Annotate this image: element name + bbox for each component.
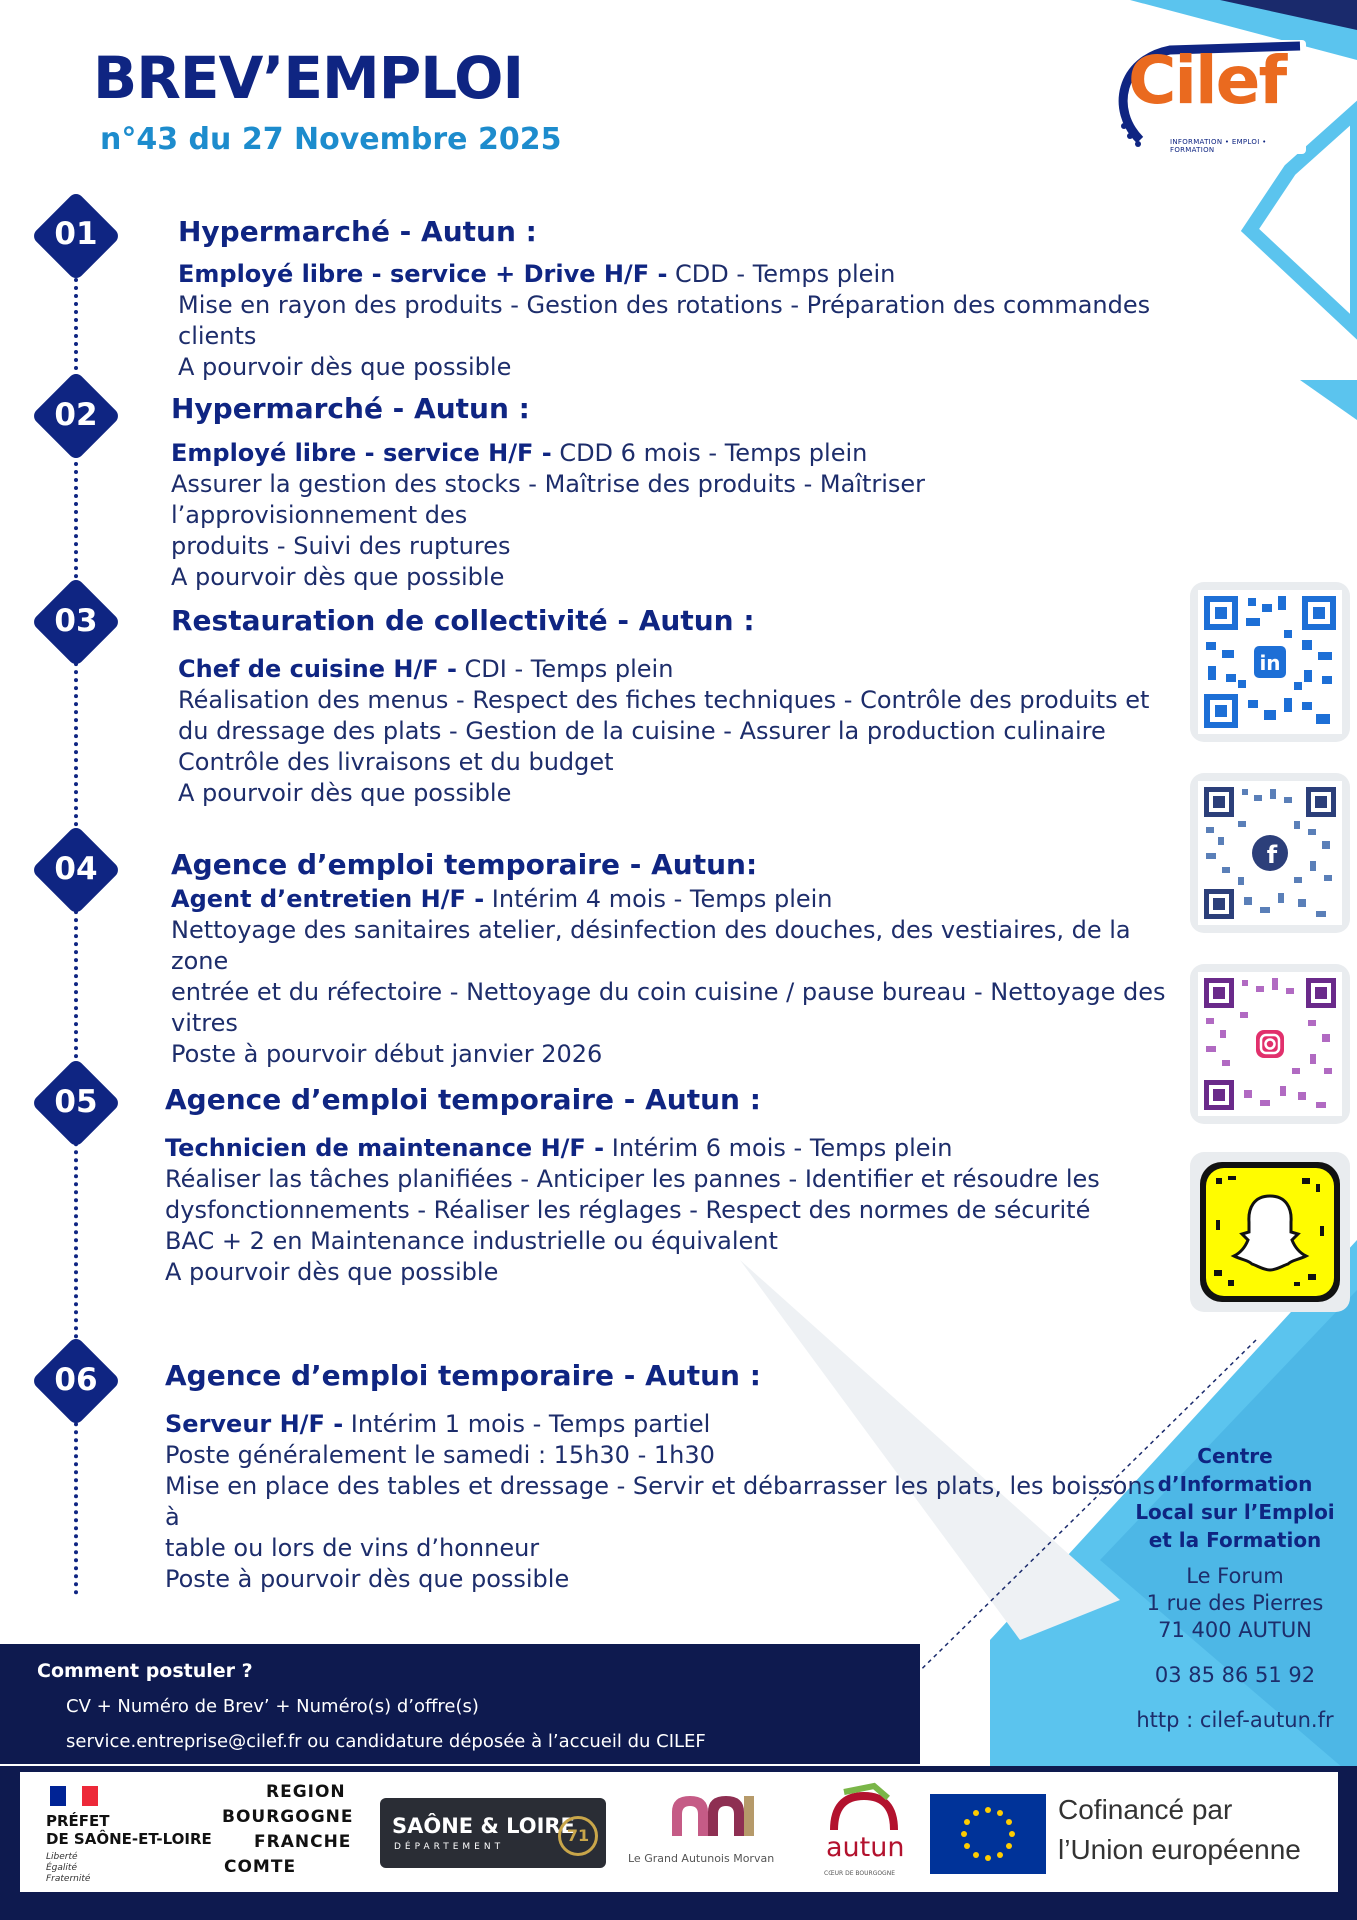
logo-wordmark: Cilef	[1128, 42, 1286, 119]
snapchat-qr-code[interactable]	[1190, 1152, 1350, 1312]
linkedin-qr-code[interactable]	[1190, 582, 1350, 742]
saone-71-icon: 71	[558, 1816, 598, 1856]
offer-06	[165, 1359, 1165, 1595]
saone-sub-text: DÉPARTEMENT	[394, 1842, 505, 1852]
offer-role: Serveur H/F -	[165, 1410, 344, 1438]
offer-heading: Agence d’emploi temporaire - Autun :	[165, 1359, 761, 1392]
offer-detail: Mise en place des tables et dressage - Servir et débarrasser les plats, les boissons à	[165, 1472, 1156, 1531]
contact-title-line: et la Formation	[1148, 1528, 1322, 1552]
badge-number-01: 01	[54, 216, 98, 252]
offer-terms: CDD 6 mois - Temps plein	[551, 439, 868, 467]
offer-detail: entrée et du réfectoire - Nettoyage du coin cuisine / pause bureau - Nettoyage des	[171, 978, 1166, 1006]
saone-text: SAÔNE & LOIRE	[392, 1814, 575, 1838]
prefet-line2: DE SAÔNE-ET-LOIRE	[46, 1830, 212, 1848]
offer-detail: A pourvoir dès que possible	[165, 1258, 499, 1286]
offer-role: Technicien de maintenance H/F -	[165, 1134, 605, 1162]
contact-phone: 03 85 86 51 92	[1154, 1663, 1316, 1687]
grand-autunois-text: Le Grand Autunois Morvan	[628, 1852, 775, 1865]
offer-heading: Agence d’emploi temporaire - Autun :	[165, 1083, 761, 1116]
saone-et-loire-logo	[380, 1798, 606, 1868]
svg-text:in: in	[1259, 651, 1281, 675]
contact-title	[1120, 1442, 1350, 1554]
offer-detail: Poste à pourvoir début janvier 2026	[171, 1040, 603, 1068]
offer-detail: Mise en rayon des produits - Gestion des rotations - Préparation des commandes clients	[178, 291, 1151, 350]
grand-autunois-logo	[628, 1792, 798, 1882]
offer-04	[171, 848, 1171, 1070]
offer-detail: A pourvoir dès que possible	[178, 779, 512, 807]
contact-title-line: d’Information	[1157, 1472, 1313, 1496]
offer-role-line	[171, 884, 1171, 915]
svg-text:f: f	[1266, 841, 1278, 869]
prefet-logo	[32, 1786, 212, 1886]
badge-number-05: 05	[54, 1084, 98, 1120]
logo-tagline: INFORMATION • EMPLOI • FORMATION	[1170, 138, 1267, 154]
offer-role-line	[178, 654, 1171, 685]
apply-email-link[interactable]: service.entreprise@cilef.fr ou candidature déposée à l’accueil du CILEF	[66, 1731, 706, 1752]
offer-detail: produits - Suivi des ruptures	[171, 532, 511, 560]
offer-role: Agent d’entretien H/F -	[171, 885, 485, 913]
offer-05	[165, 1083, 1165, 1288]
offer-role-line	[165, 1133, 1165, 1164]
address-line: 71 400 AUTUN	[1158, 1618, 1312, 1642]
offer-terms: CDD - Temps plein	[667, 260, 896, 288]
french-flag-icon	[50, 1786, 98, 1806]
region-line: COMTE	[224, 1857, 297, 1877]
badge-number-02: 02	[54, 397, 98, 433]
badge-number-04: 04	[54, 851, 98, 887]
how-to-apply-panel	[0, 1644, 920, 1764]
region-line: BOURGOGNE	[222, 1807, 354, 1827]
motto-line: Égalité	[46, 1863, 77, 1873]
grand-autunois-emblem-icon	[668, 1792, 758, 1840]
autun-text: autun	[826, 1832, 905, 1863]
offer-heading: Restauration de collectivité - Autun :	[171, 604, 755, 637]
apply-requirements: CV + Numéro de Brev’ + Numéro(s) d’offre(s)	[66, 1696, 479, 1717]
prefet-line1: PRÉFET	[46, 1812, 110, 1830]
offer-body	[171, 654, 1171, 809]
offer-terms: CDI - Temps plein	[456, 655, 674, 683]
address-line: 1 rue des Pierres	[1146, 1591, 1324, 1615]
prefet-text	[46, 1812, 212, 1848]
offer-detail: Poste à pourvoir dès que possible	[165, 1565, 570, 1593]
offer-role: Chef de cuisine H/F -	[178, 655, 457, 683]
offer-role-line	[171, 438, 1171, 469]
partners-logos	[20, 1772, 1338, 1892]
motto-line: Fraternité	[46, 1874, 91, 1884]
linkedin-icon	[1198, 590, 1342, 734]
region-line: FRANCHE	[254, 1832, 352, 1852]
region-bfc-logo	[222, 1780, 372, 1888]
eu-line2: l’Union européenne	[1058, 1834, 1301, 1865]
badge-number-06: 06	[54, 1362, 98, 1398]
offer-detail: Contrôle des livraisons et du budget	[178, 748, 614, 776]
offer-detail: Réalisation des menus - Respect des fiches techniques - Contrôle des produits et	[178, 686, 1150, 714]
region-line: REGION	[266, 1782, 346, 1802]
contact-title-line: Centre	[1197, 1444, 1273, 1468]
motto-line: Liberté	[46, 1852, 78, 1862]
autun-sub-text: CŒUR DE BOURGOGNE	[824, 1870, 895, 1877]
offer-terms: Intérim 6 mois - Temps plein	[604, 1134, 953, 1162]
eu-cofinance-logo	[930, 1790, 1330, 1878]
offer-detail: Nettoyage des sanitaires atelier, désinfection des douches, des vestiaires, de la zone	[171, 916, 1131, 975]
instagram-icon	[1198, 972, 1342, 1116]
offer-detail: vitres	[171, 1009, 238, 1037]
offer-terms: Intérim 4 mois - Temps plein	[484, 885, 833, 913]
apply-title: Comment postuler ?	[37, 1660, 253, 1682]
contact-title-line: Local sur l’Emploi	[1135, 1500, 1335, 1524]
cilef-logo	[1110, 40, 1306, 154]
contact-address	[1120, 1563, 1350, 1644]
issue-subtitle: n°43 du 27 Novembre 2025	[100, 122, 562, 157]
offer-heading: Agence d’emploi temporaire - Autun:	[171, 848, 758, 881]
snapchat-icon	[1198, 1160, 1342, 1304]
address-line: Le Forum	[1186, 1564, 1284, 1588]
offer-detail: A pourvoir dès que possible	[171, 563, 505, 591]
offer-02	[171, 392, 1171, 593]
facebook-qr-code[interactable]	[1190, 773, 1350, 933]
offer-detail: Réaliser las tâches planifiées - Anticiper les pannes - Identifier et résoudre les	[165, 1165, 1100, 1193]
offer-role: Employé libre - service H/F -	[171, 439, 552, 467]
offer-01	[178, 215, 1178, 383]
offer-detail: BAC + 2 en Maintenance industrielle ou équivalent	[165, 1227, 778, 1255]
contact-website-link[interactable]: http : cilef-autun.fr	[1136, 1708, 1334, 1732]
autun-logo	[820, 1782, 910, 1886]
offer-terms: Intérim 1 mois - Temps partiel	[343, 1410, 711, 1438]
partners-band	[0, 1766, 1357, 1920]
prefet-motto	[46, 1852, 90, 1885]
offer-detail: A pourvoir dès que possible	[178, 353, 512, 381]
newsletter-title: BREV’EMPLOI	[93, 44, 524, 112]
offer-detail: dysfonctionnements - Réaliser les réglages - Respect des normes de sécurité	[165, 1196, 1091, 1224]
badge-number-03: 03	[54, 603, 98, 639]
offer-role: Employé libre - service + Drive H/F -	[178, 260, 668, 288]
offer-03	[171, 604, 1171, 809]
facebook-icon	[1198, 781, 1342, 925]
offer-heading: Hypermarché - Autun :	[171, 392, 530, 425]
autun-emblem-icon	[824, 1782, 904, 1832]
eu-line1: Cofinancé par	[1058, 1794, 1233, 1825]
offer-detail: Assurer la gestion des stocks - Maîtrise des produits - Maîtriser l’approvisionnement des	[171, 470, 926, 529]
eu-flag-icon	[930, 1794, 1046, 1874]
offer-detail: table ou lors de vins d’honneur	[165, 1534, 540, 1562]
instagram-qr-code[interactable]	[1190, 964, 1350, 1124]
offer-role-line	[178, 259, 1178, 290]
offer-detail: du dressage des plats - Gestion de la cuisine - Assurer la production culinaire	[178, 717, 1106, 745]
offer-role-line	[165, 1409, 1165, 1440]
offer-heading: Hypermarché - Autun :	[178, 215, 537, 248]
offer-detail: Poste généralement le samedi : 15h30 - 1h30	[165, 1441, 715, 1469]
